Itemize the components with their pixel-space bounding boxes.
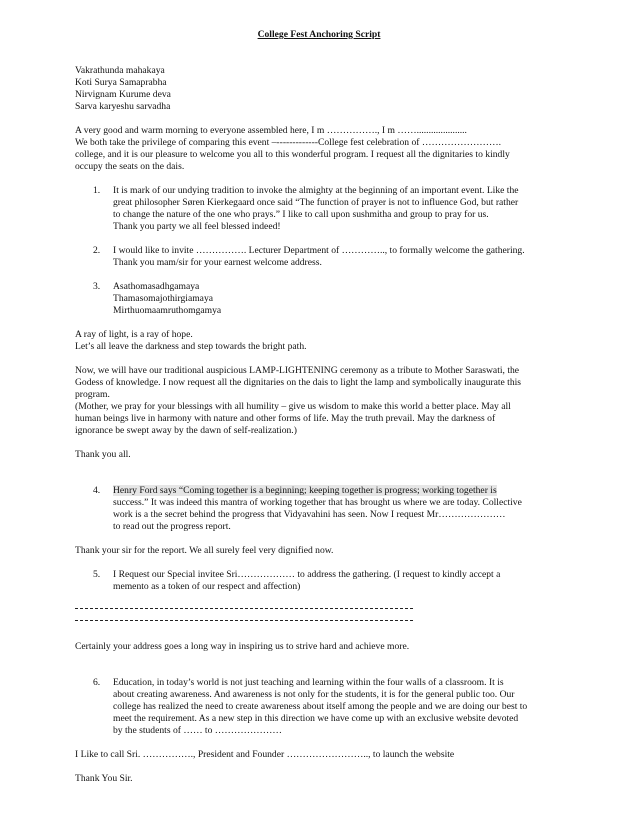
ray-line: A ray of light, is a ray of hope. [75, 329, 193, 340]
item1-line: It is mark of our undying tradition to invoke the almighty at the beginning of an important event. Like the [113, 185, 519, 196]
item3-line: Asathomasadhgamaya [113, 281, 200, 292]
item6-line: by the students of …… to ………………… [113, 725, 282, 736]
item5-line: memento as a token of our respect and affection) [113, 581, 301, 592]
lamp-line: Godess of knowledge. I now request all the dignitaries on the dais to light the lamp and symbolically inaugurate this [75, 377, 522, 388]
item5-line: I Request our Special invitee Sri……………… to address the gathering. (I request to kindly accept a [113, 569, 501, 580]
lamp-line: ignorance be swept away by the dawn of self-realization.) [75, 425, 297, 436]
lamp-line: (Mother, we pray for your blessings with all humility – give us wisdom to make this world a better place. May all [75, 401, 511, 412]
certainly-line: Certainly your address goes a long way in inspiring us to strive hard and achieve more. [75, 641, 410, 652]
ray-line: Let’s all leave the darkness and step towards the bright path. [75, 341, 307, 352]
invocation-line: Vakrathunda mahakaya [75, 65, 165, 76]
lamp-line: program. [75, 389, 110, 400]
item6-line: Education, in today’s world is not just teaching and learning within the four walls of a classroom. It is [113, 677, 504, 688]
lamp-line: Now, we will have our traditional auspicious LAMP-LIGHTENING ceremony as a tribute to Mother Saraswati, the [75, 365, 520, 376]
item1-line: to change the nature of the one who prays.” I like to call upon sushmitha and group to pray for us. [113, 209, 489, 220]
list-number: 5. [93, 569, 101, 580]
thank-report: Thank your sir for the report. We all surely feel very dignified now. [75, 545, 334, 556]
item3-line: Thamasomajothirgiamaya [113, 293, 213, 304]
item1-line: great philosopher Søren Kierkegaard once said “The function of prayer is not to influence God, but rather [113, 197, 519, 208]
welcome-line: occupy the seats on the dais. [75, 161, 185, 172]
item3-line: Mirthuomaamruthomgamya [113, 305, 222, 316]
list-number: 3. [93, 281, 101, 292]
welcome-line: A very good and warm morning to everyone assembled here, I m ……………., I m ……..................... [75, 125, 467, 136]
item1-line: Thank you party we all feel blessed indeed! [113, 221, 281, 232]
item4-line: to read out the progress report. [113, 521, 231, 532]
dashed-separator [75, 608, 413, 609]
item6-line: about creating awareness. And awareness is not only for the students, it is for the general public too. Our [113, 689, 515, 700]
item2-line: I would like to invite ……………. Lecturer Department of ………….., to formally welcome the gathering. [113, 245, 525, 256]
list-number: 6. [93, 677, 101, 688]
item4-line: success.” It was indeed this mantra of working together that has brought us where we are today. Collective [113, 497, 522, 508]
welcome-line: We both take the privilege of comparing this event –-------------College fest celebration of ……………………. [75, 137, 502, 148]
item6-line: college has realized the need to create awareness about itself among the people and we are doing our best to [113, 701, 528, 712]
item4-line: Henry Ford says “Coming together is a beginning; keeping together is progress; working together is [113, 485, 497, 496]
item4-line: work is a the secret behind the progress that Vidyavahini has seen. Now I request Mr………………… [113, 509, 506, 520]
list-number: 2. [93, 245, 101, 256]
launch-line: I Like to call Sri. ……………., President and Founder …………………….., to launch the website [75, 749, 455, 760]
lamp-line: human beings live in harmony with nature and other forms of life. May the truth prevail. May the darkness of [75, 413, 496, 424]
list-number: 4. [93, 485, 101, 496]
invocation-line: Sarva karyeshu sarvadha [75, 101, 171, 112]
item2-line: Thank you mam/sir for your earnest welcome address. [113, 257, 322, 268]
dashed-separator [75, 620, 413, 621]
invocation-line: Nirvignam Kurume deva [75, 89, 171, 100]
list-number: 1. [93, 185, 101, 196]
thanks-all: Thank you all. [75, 449, 131, 460]
invocation-line: Koti Surya Samaprabha [75, 77, 167, 88]
thank-sir: Thank You Sir. [75, 773, 133, 784]
item6-line: meet the requirement. As a new step in this direction we have come up with an exclusive website devoted [113, 713, 519, 724]
welcome-line: college, and it is our pleasure to welcome you all to this wonderful program. I request all the dignitaries to kindly [75, 149, 510, 160]
page-title: College Fest Anchoring Script [257, 29, 381, 40]
